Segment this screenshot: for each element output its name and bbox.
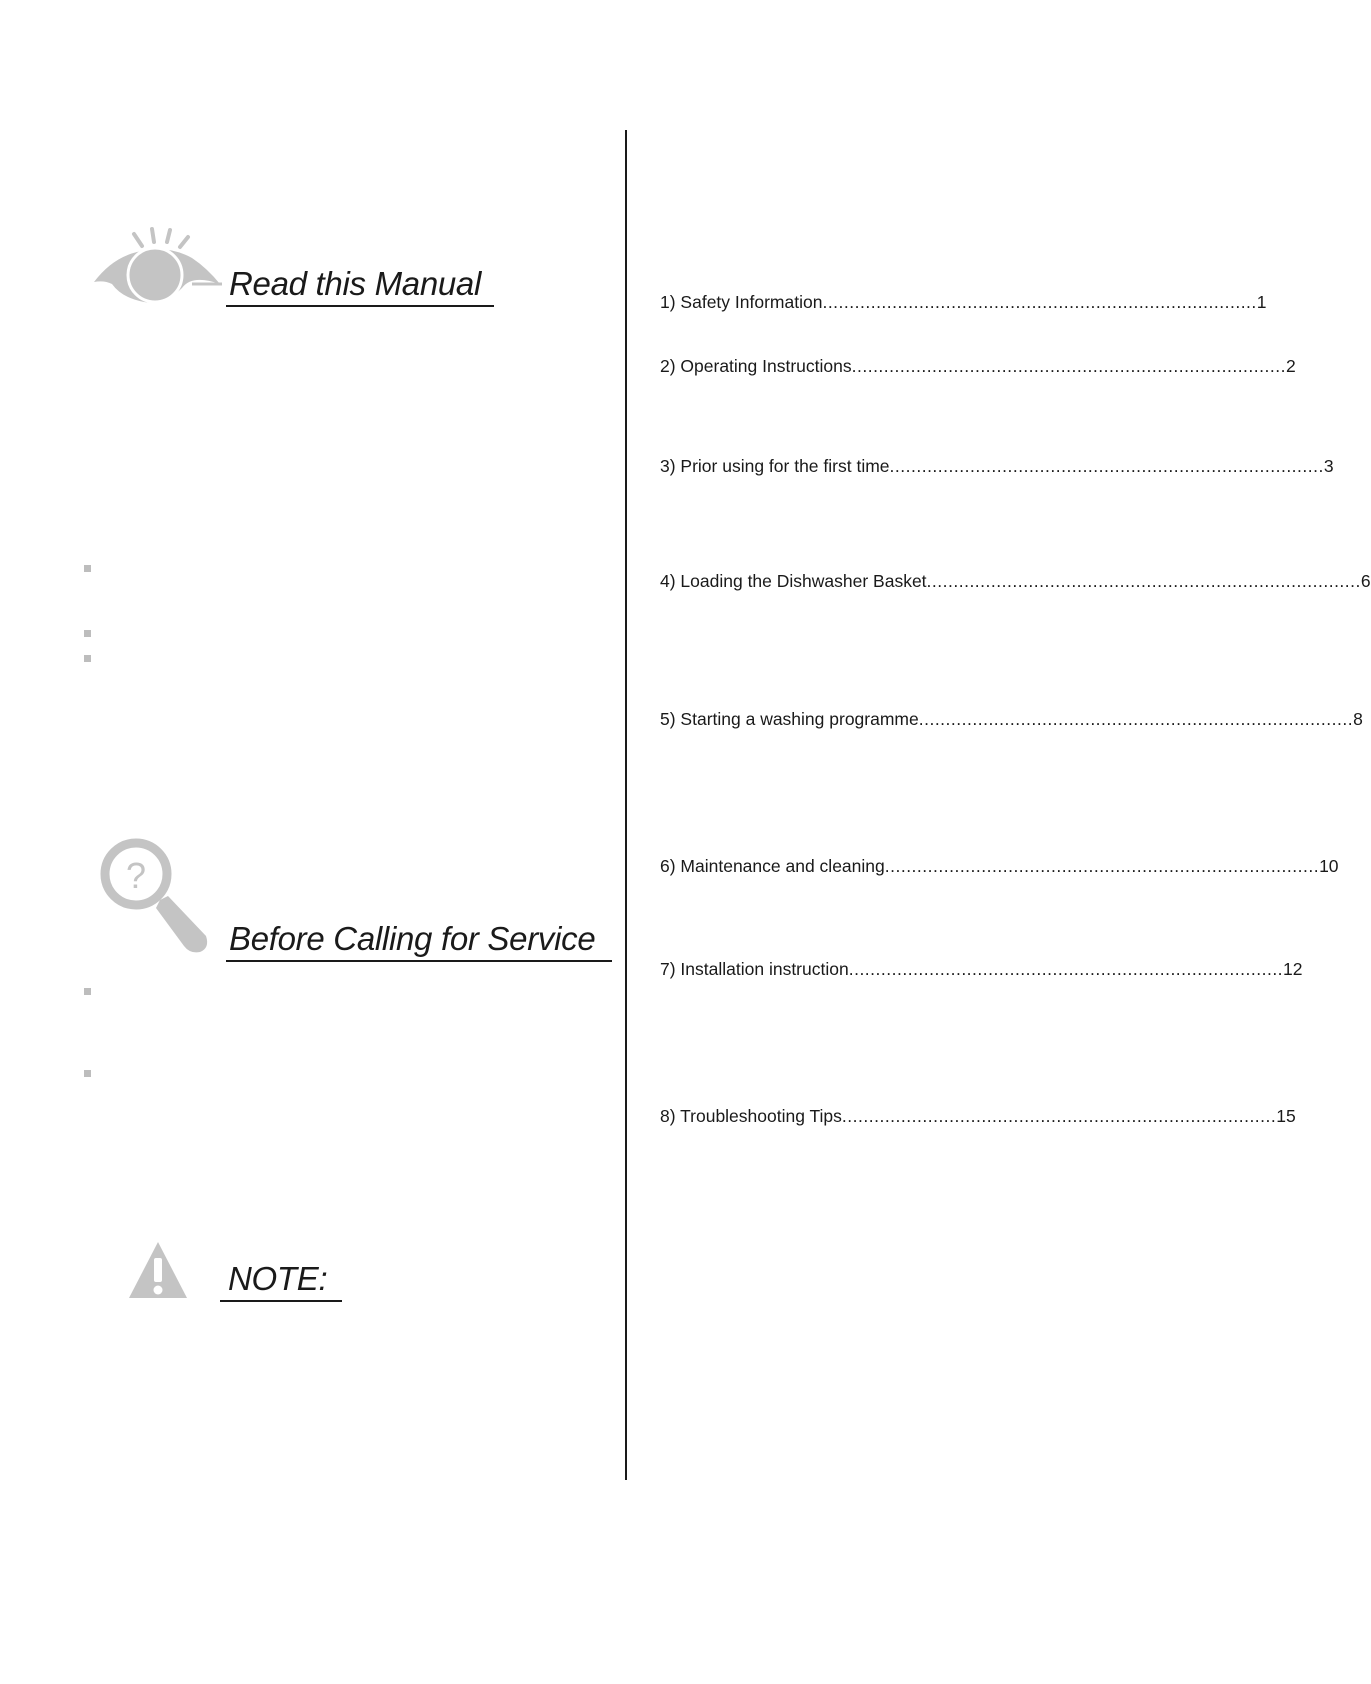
bullet-marker [84, 655, 91, 662]
toc-entry-title: 7) Installation instruction [660, 959, 849, 979]
toc-leader-dots: ................................................................................. [848, 959, 1284, 979]
note-underline [220, 1300, 342, 1302]
toc-leader-dots: ................................................................................. [926, 571, 1361, 591]
toc-entry-title: 8) Troubleshooting Tips [660, 1106, 842, 1126]
warning-triangle-icon [127, 1240, 189, 1300]
toc-entry-page: 12 [1283, 959, 1303, 979]
toc-entry-operating[interactable] [660, 356, 1296, 377]
note-heading: NOTE: [228, 1260, 328, 1297]
bullet-marker [84, 1070, 91, 1077]
toc-leader-dots: ................................................................................. [918, 709, 1354, 729]
toc-leader-dots: ................................................................................. [851, 356, 1286, 376]
eye-icon [92, 228, 224, 310]
toc-leader-dots: ................................................................................. [889, 456, 1324, 476]
toc-leader-dots: ................................................................................. [841, 1106, 1277, 1126]
toc-leader-dots: ................................................................................. [822, 292, 1257, 312]
toc-entry-maintenance[interactable] [660, 856, 1339, 877]
toc-entry-loading[interactable] [660, 571, 1371, 592]
toc-leader-dots: ................................................................................. [884, 856, 1320, 876]
toc-entry-title: 5) Starting a washing programme [660, 709, 919, 729]
toc-entry-troubleshooting[interactable] [660, 1106, 1296, 1127]
bullet-marker [84, 988, 91, 995]
read-manual-underline [226, 305, 494, 307]
bullet-marker [84, 565, 91, 572]
toc-entry-installation[interactable] [660, 959, 1303, 980]
before-service-heading: Before Calling for Service [229, 920, 596, 957]
toc-entry-page: 3 [1323, 456, 1334, 476]
toc-entry-title: 1) Safety Information [660, 292, 823, 312]
toc-entry-page: 2 [1285, 356, 1296, 376]
toc-entry-page: 15 [1276, 1106, 1296, 1126]
toc-entry-page: 1 [1256, 292, 1267, 312]
toc-entry-page: 10 [1319, 856, 1339, 876]
toc-entry-title: 4) Loading the Dishwasher Basket [660, 571, 927, 591]
column-divider [625, 130, 627, 1480]
toc-entry-washing[interactable] [660, 709, 1363, 730]
toc-entry-title: 3) Prior using for the first time [660, 456, 890, 476]
toc-entry-title: 2) Operating Instructions [660, 356, 852, 376]
magnifier-question-icon [98, 836, 214, 960]
toc-entry-page: 6 [1360, 571, 1371, 591]
toc-entry-page: 8 [1353, 709, 1363, 729]
before-service-underline [226, 960, 612, 962]
bullet-marker [84, 630, 91, 637]
toc-entry-prior-use[interactable] [660, 456, 1334, 477]
toc-entry-title: 6) Maintenance and cleaning [660, 856, 885, 876]
toc-entry-safety[interactable] [660, 292, 1267, 313]
read-manual-heading: Read this Manual [229, 265, 482, 302]
svg-text:?: ? [125, 855, 147, 896]
